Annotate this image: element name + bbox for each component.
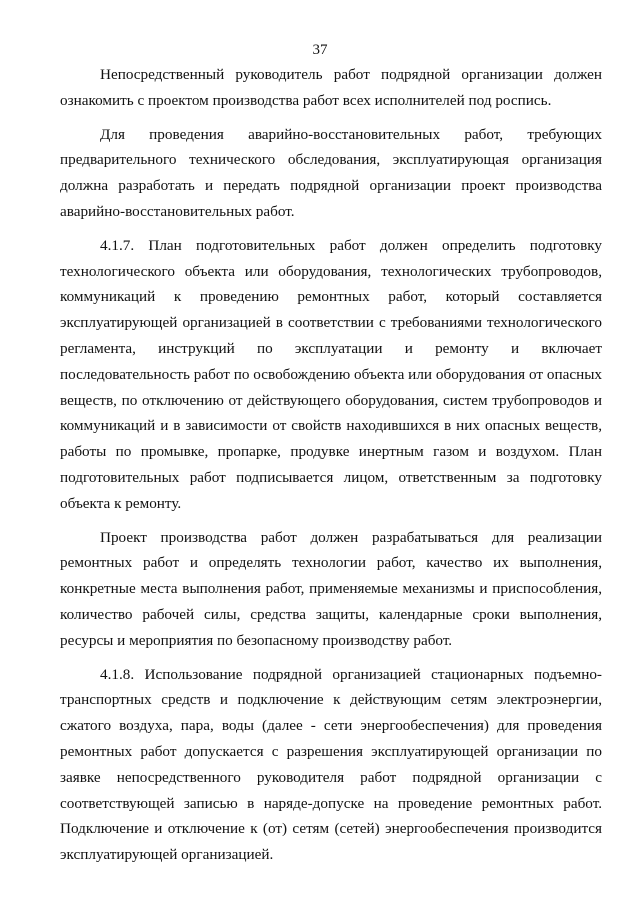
document-body (60, 62, 602, 868)
paragraph-4-1-7-preparatory-plan: 4.1.7. План подготовительных работ должен определить подготовку технологического объекта или оборудования, технологических трубопроводов, коммуникаций к проведению ремонтных работ, который составляется эксплуатирующей организацией в соответствии с требованиями технологического регламента, инструкций по эксплуатации и ремонту и включает последовательность работ по освобождению объекта или оборудования от опасных веществ, по отключению от действующего оборудования, систем трубопроводов и коммуникаций и в зависимости от свойств находившихся в них опасных веществ, работы по промывке, пропарке, продувке инертным газом и воздухом. План подготовительных работ подписывается лицом, ответственным за подготовку объекта к ремонту. (60, 236, 602, 512)
page-number: 37 (312, 42, 328, 58)
paragraph-gap (60, 114, 602, 122)
paragraph-emergency-restoration: Для проведения аварийно-восстановительных работ, требующих предварительного технического обследования, эксплуатирующая организация должна разработать и передать подрядной организации проект производства аварийно-восстановительных работ. (60, 125, 602, 220)
paragraph-gap (60, 654, 602, 662)
paragraph-gap (60, 225, 602, 233)
paragraph-supervisor-familiarize: Непосредственный руководитель работ подрядной организации должен ознакомить с проектом производства работ всех исполнителей под роспись. (60, 66, 602, 109)
paragraph-gap (60, 517, 602, 525)
paragraph-4-1-8-energy-networks: 4.1.8. Использование подрядной организацией стационарных подъемно-транспортных средств и подключение к действующим сетям электроэнергии, сжатого воздуха, пара, воды (далее - сети энергообеспечения) для проведения ремонтных работ допускается с разрешения эксплуатирующей организации по заявке непосредственного руководителя работ подрядной организации с соответствующей записью в наряде-допуске на проведение ремонтных работ. Подключение и отключение к (от) сетям (сетей) энергообеспечения производится эксплуатирующей организацией. (60, 665, 602, 864)
paragraph-work-project: Проект производства работ должен разрабатываться для реализации ремонтных работ и определять технологии работ, качество их выполнения, конкретные места выполнения работ, применяемые механизмы и приспособления, количество рабочей силы, средства защиты, календарные сроки выполнения, ресурсы и мероприятия по безопасному производству работ. (60, 528, 602, 649)
